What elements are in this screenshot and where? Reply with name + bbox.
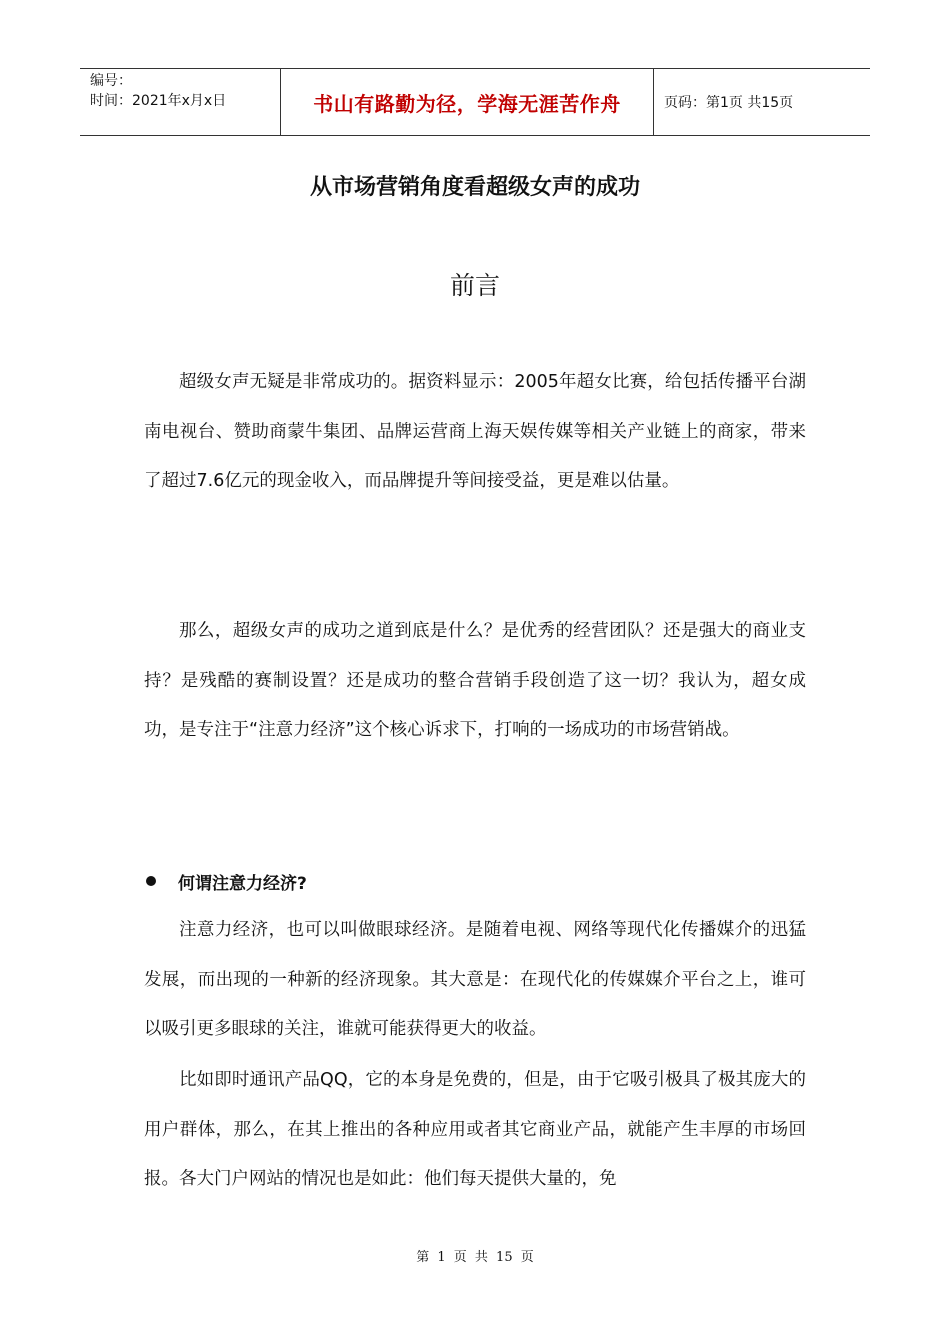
- document-title: 从市场营销角度看超级女声的成功: [309, 175, 640, 200]
- section-heading: 前言: [449, 271, 500, 300]
- serial-label: 编号：: [90, 73, 132, 89]
- page-info: 页码：第1页 共15页: [664, 95, 794, 111]
- page-footer: 第 1 页 共 15 页: [416, 1250, 534, 1265]
- paragraph: 比如即时通讯产品QQ，它的本身是免费的，但是，由于它吸引极具了极其庞大的用户群体，那么，在其上推出的各种应用或者其它商业产品，就能产生丰厚的市场回报。各大门户网站的情况也是如此：他们每天提供大量的，免: [144, 1070, 806, 1189]
- time-label: 时间：2021年x月x日: [90, 93, 227, 109]
- header-page-cell: [654, 69, 870, 135]
- paragraph: 超级女声无疑是非常成功的。据资料显示：2005年超女比赛，给包括传播平台湖南电视台、赞助商蒙牛集团、品牌运营商上海天娱传媒等相关产业链上的商家，带来了超过7.6亿元的现金收入，而品牌提升等间接受益，更是难以估量。: [144, 372, 806, 491]
- paragraph: 那么，超级女声的成功之道到底是什么？是优秀的经营团队？还是强大的商业支持？是残酷的赛制设置？还是成功的整合营销手段创造了这一切？我认为，超女成功，是专注于“注意力经济”这个核心诉求下，打响的一场成功的市场营销战。: [144, 621, 806, 740]
- paragraph: 注意力经济，也可以叫做眼球经济。是随着电视、网络等现代化传播媒介的迅猛发展，而出现的一种新的经济现象。其大意是：在现代化的传媒媒介平台之上，谁可以吸引更多眼球的关注，谁就可能获得更大的收益。: [144, 920, 806, 1039]
- document-header: [80, 68, 870, 136]
- header-motto-cell: [281, 69, 654, 135]
- header-meta-cell: [80, 69, 281, 135]
- bullet-heading-row: [144, 866, 307, 896]
- bullet-icon: [146, 876, 156, 886]
- bullet-heading: 何谓注意力经济?: [178, 873, 307, 894]
- motto-text: 书山有路勤为径，学海无涯苦作舟: [313, 91, 621, 116]
